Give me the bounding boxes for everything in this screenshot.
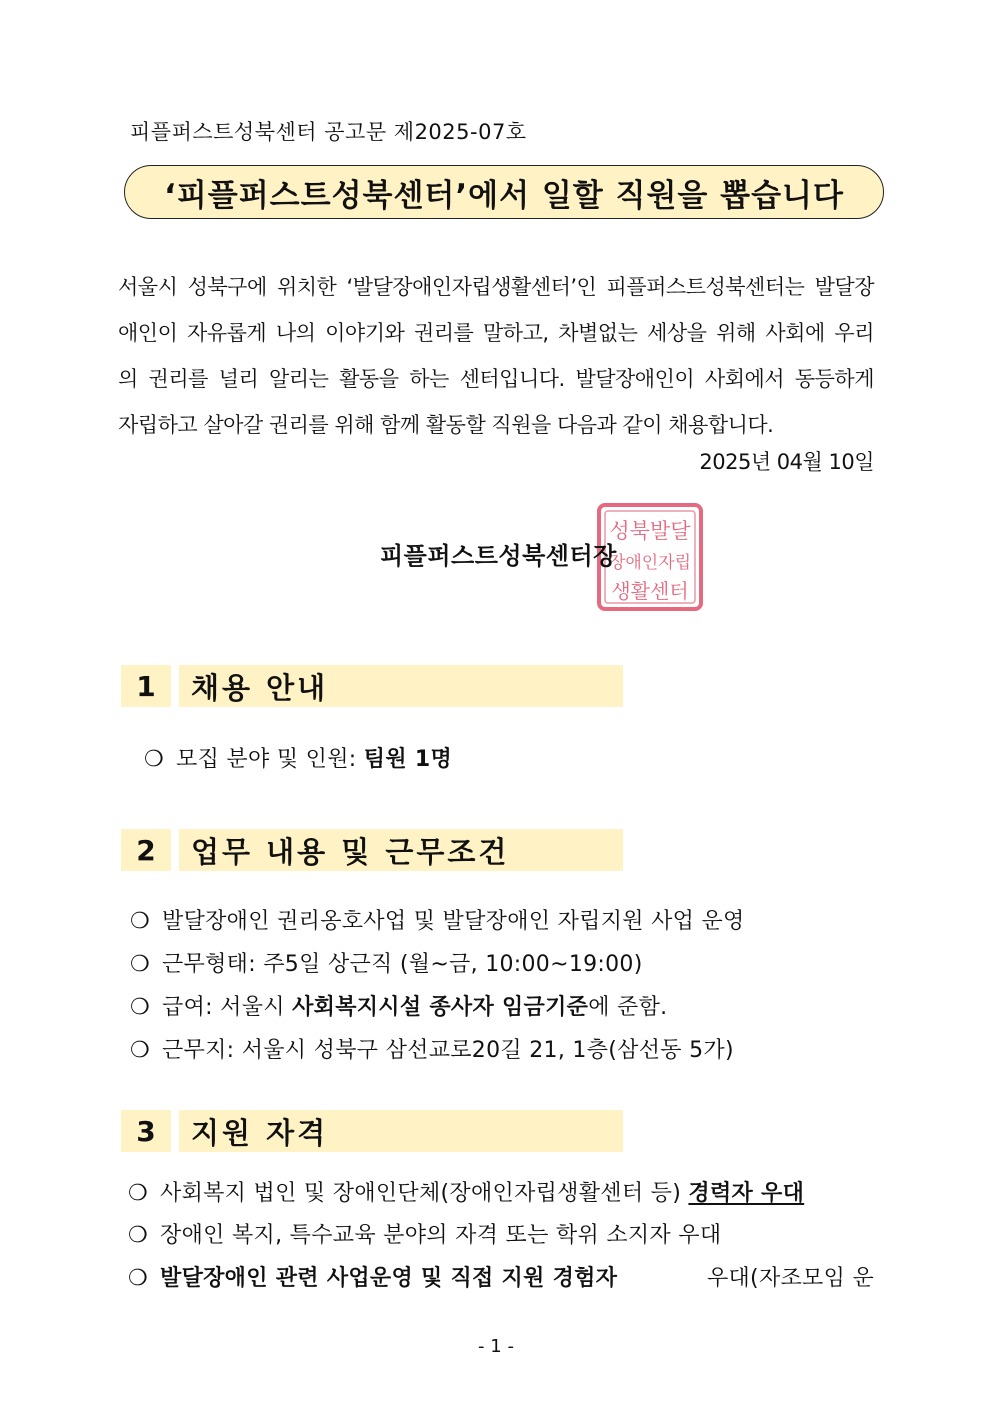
salary-standard: 사회복지시설 종사자 임금기준 bbox=[292, 995, 589, 1020]
salary-item bbox=[130, 990, 667, 1021]
seal-glyph: 생활센터 bbox=[611, 579, 689, 603]
salary-suffix: 에 준함. bbox=[588, 995, 668, 1020]
qualification-item-1 bbox=[128, 1176, 804, 1207]
bullet-circle-icon: ❍ bbox=[128, 1223, 149, 1248]
bullet-circle-icon: ❍ bbox=[130, 952, 151, 977]
page-number: - 1 - bbox=[478, 1336, 514, 1357]
qualification-emphasis: 발달장애인 관련 사업운영 및 직접 지원 경험자 bbox=[160, 1266, 618, 1291]
bullet-circle-icon: ❍ bbox=[130, 1038, 151, 1063]
intro-line: 서울시 성북구에 위치한 ‘발달장애인자립생활센터’인 피플퍼스트성북센터는 발달장 bbox=[118, 275, 874, 299]
section-title: 업무 내용 및 근무조건 bbox=[179, 829, 623, 871]
qualification-item-2 bbox=[128, 1218, 721, 1249]
duty-item bbox=[130, 904, 745, 935]
qualification-text: 우대(자조모임 운 bbox=[706, 1266, 874, 1291]
recruit-item bbox=[144, 742, 452, 773]
qualification-emphasis: 경력자 우대 bbox=[688, 1181, 805, 1206]
section-title: 채용 안내 bbox=[179, 665, 623, 707]
section-number: 2 bbox=[121, 829, 171, 871]
bullet-circle-icon: ❍ bbox=[130, 995, 151, 1020]
seal-glyph: 장애인자립 bbox=[608, 553, 692, 573]
recruit-value: 팀원 1명 bbox=[363, 747, 453, 772]
salary-text: 급여: 서울시 bbox=[162, 995, 285, 1020]
qualification-text: 장애인 복지, 특수교육 분야의 자격 또는 학위 소지자 우대 bbox=[160, 1223, 722, 1248]
intro-line: 애인이 자유롭게 나의 이야기와 권리를 말하고, 차별없는 세상을 위해 사회에 우리 bbox=[118, 321, 874, 345]
announcement-date: 2025년 04월 10일 bbox=[699, 450, 874, 474]
intro-paragraph bbox=[118, 264, 874, 448]
hours-item bbox=[130, 947, 643, 978]
bullet-circle-icon: ❍ bbox=[128, 1181, 149, 1206]
qualification-item-3 bbox=[128, 1261, 874, 1292]
section-number: 1 bbox=[121, 665, 171, 707]
duty-text: 발달장애인 권리옹호사업 및 발달장애인 자립지원 사업 운영 bbox=[162, 909, 745, 934]
intro-line: 의 권리를 널리 알리는 활동을 하는 센터입니다. 발달장애인이 사회에서 동등하게 bbox=[118, 367, 874, 391]
notice-number: 피플퍼스트성북센터 공고문 제2025-07호 bbox=[130, 120, 527, 144]
bullet-circle-icon: ❍ bbox=[144, 747, 165, 772]
qualification-text: 사회복지 법인 및 장애인단체(장애인자립생활센터 등) bbox=[160, 1181, 682, 1206]
seal-glyph: 성북발달 bbox=[609, 519, 691, 543]
signer-title: 피플퍼스트성북센터장 bbox=[380, 542, 617, 570]
intro-line: 자립하고 살아갈 권리를 위해 함께 활동할 직원을 다음과 같이 채용합니다. bbox=[118, 413, 774, 437]
hours-text: 근무형태: 주5일 상근직 (월~금, 10:00~19:00) bbox=[162, 952, 643, 977]
section-title: 지원 자격 bbox=[179, 1110, 623, 1152]
bullet-circle-icon: ❍ bbox=[130, 909, 151, 934]
recruit-label: 모집 분야 및 인원: bbox=[176, 747, 357, 772]
section-number: 3 bbox=[121, 1110, 171, 1152]
bullet-circle-icon: ❍ bbox=[128, 1266, 149, 1291]
location-item bbox=[130, 1033, 734, 1064]
location-text: 근무지: 서울시 성북구 삼선교로20길 21, 1층(삼선동 5가) bbox=[162, 1038, 734, 1063]
page-title: ‘피플퍼스트성북센터’에서 일할 직원을 뽑습니다 bbox=[124, 165, 884, 219]
